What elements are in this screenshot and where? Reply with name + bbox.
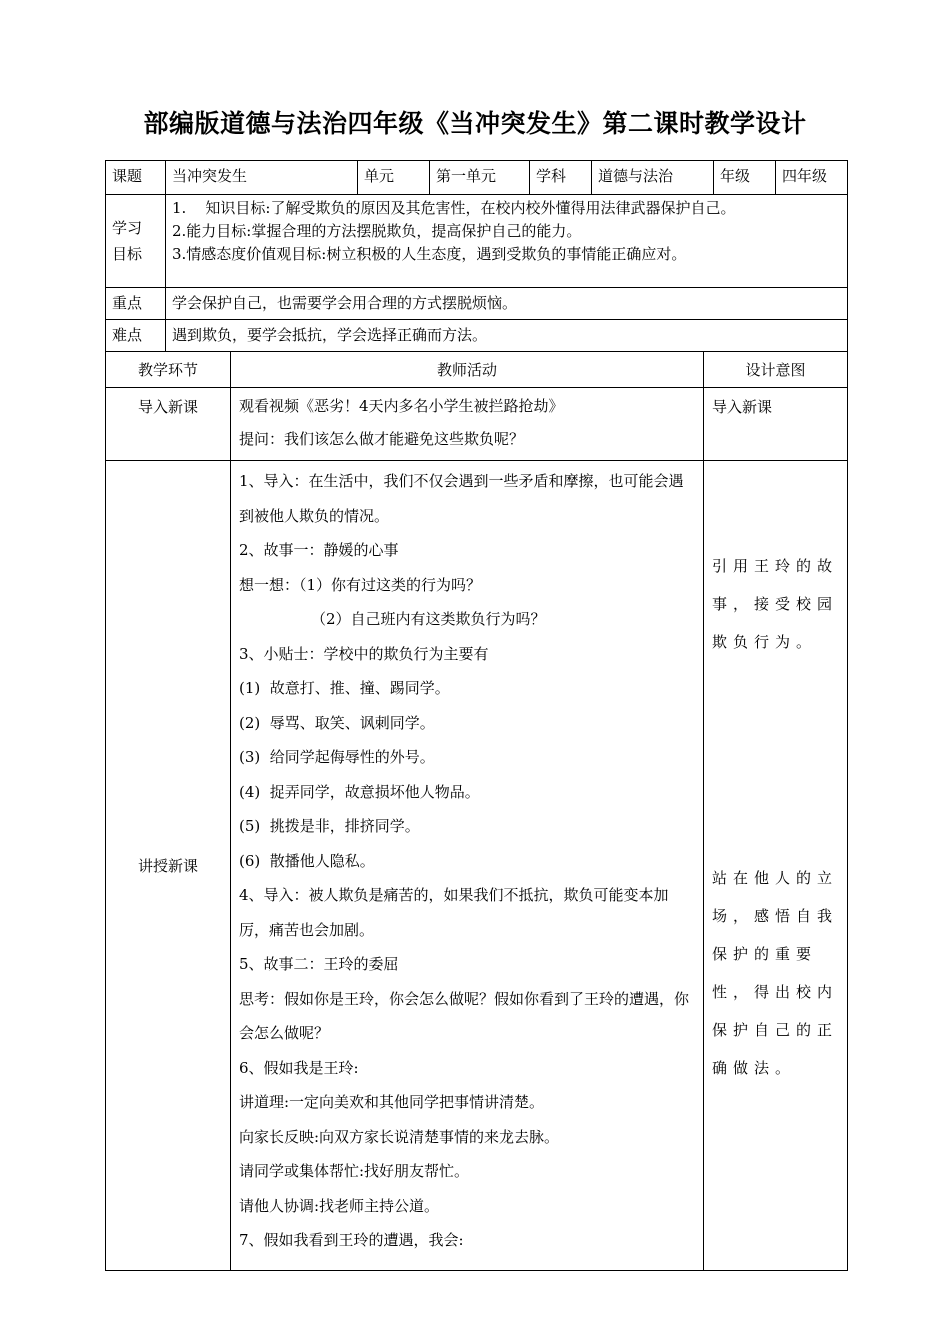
- teach-stage: 讲授新课: [106, 461, 231, 1271]
- activity-line: 想一想：（1）你有过这类的行为吗？: [239, 575, 482, 594]
- plan-table: [105, 351, 848, 1271]
- activity-line: 7、假如我看到王玲的遭遇，我会:: [239, 1231, 464, 1249]
- grade-label: 年级: [714, 161, 776, 195]
- teach-intent: [704, 461, 848, 1271]
- difficult-label: 难点: [106, 320, 166, 352]
- activity-line: 向家长反映:向双方家长说清楚事情的来龙去脉。: [239, 1127, 560, 1146]
- intro-activity: [231, 388, 704, 461]
- goal-item: 1. 知识目标:了解受欺负的原因及其危害性，在校内校外懂得用法律武器保护自己。: [172, 199, 736, 217]
- unit-value: 第一单元: [430, 161, 530, 195]
- activity-line: (2) 辱骂、取笑、讽刺同学。: [239, 713, 435, 732]
- activity-line: 讲道理:一定向美欢和其他同学把事情讲清楚。: [239, 1093, 545, 1111]
- info-row-key: [106, 288, 848, 320]
- intent-note-2: 站在他人的立场，感悟自我保护的重要性，得出校内保护自己的正确做法。: [712, 869, 839, 1077]
- goals-value: [166, 195, 848, 288]
- activity-line: 3、小贴士：学校中的欺负行为主要有: [239, 644, 489, 663]
- goal-item: 2.能力目标:掌握合理的方法摆脱欺负，提高保护自己的能力。: [172, 222, 582, 240]
- activity-line: 观看视频《恶劣！4天内多名小学生被拦路抢劫》: [239, 397, 564, 415]
- activity-line: 6、假如我是王玲:: [239, 1058, 359, 1077]
- goals-label-line-2: 目标: [112, 245, 143, 263]
- activity-line: (4) 捉弄同学，故意损坏他人物品。: [239, 782, 480, 801]
- info-row-goals: [106, 195, 848, 288]
- intro-stage: 导入新课: [106, 388, 231, 461]
- info-row-basic: [106, 161, 848, 195]
- activity-line: 提问：我们该怎么做才能避免这些欺负呢？: [239, 430, 525, 448]
- activity-line: 5、故事二：王玲的委屈: [239, 955, 399, 973]
- activity-line: (3) 给同学起侮辱性的外号。: [239, 748, 435, 766]
- activity-line: 2、故事一：静媛的心事: [239, 541, 399, 559]
- activity-line: (1) 故意打、推、撞、踢同学。: [239, 679, 450, 697]
- key-label: 重点: [106, 288, 166, 320]
- key-value: 学会保护自己，也需要学会用合理的方式摆脱烦恼。: [166, 288, 848, 320]
- activity-line: （2）自己班内有这类欺负行为吗？: [311, 610, 546, 628]
- unit-label: 单元: [358, 161, 430, 195]
- activity-line: 请他人协调:找老师主持公道。: [239, 1196, 440, 1215]
- goals-label: [106, 195, 166, 288]
- difficult-value: 遇到欺负，要学会抵抗，学会选择正确而方法。: [166, 320, 848, 352]
- teach-activity: [231, 461, 704, 1271]
- topic-label: 课题: [106, 161, 166, 195]
- topic-value: 当冲突发生: [166, 161, 358, 195]
- subject-label: 学科: [530, 161, 592, 195]
- activity-line: (6) 散播他人隐私。: [239, 851, 375, 870]
- activity-line: 思考：假如你是王玲，你会怎么做呢？假如你看到了王玲的遭遇，你会怎么做呢？: [239, 989, 690, 1042]
- activity-line: 请同学或集体帮忙:找好朋友帮忙。: [239, 1162, 470, 1180]
- activity-line: (5) 挑拨是非，排挤同学。: [239, 817, 420, 835]
- plan-header-row: [106, 352, 848, 388]
- goals-label-line-1: 学习: [112, 219, 143, 237]
- header-intent: 设计意图: [704, 352, 848, 388]
- goal-item: 3.情感态度价值观目标:树立积极的人生态度，遇到受欺负的事情能正确应对。: [172, 245, 687, 263]
- plan-row-teach: [106, 461, 848, 1271]
- page-title: 部编版道德与法治四年级《当冲突发生》第二课时教学设计: [143, 109, 807, 138]
- activity-line: 4、导入：被人欺负是痛苦的，如果我们不抵抗，欺负可能变本加厉，痛苦也会加剧。: [239, 886, 669, 939]
- subject-value: 道德与法治: [592, 161, 714, 195]
- intent-note-1: 引用王玲的故事，接受校园欺负行为。: [712, 557, 839, 651]
- intro-intent: 导入新课: [704, 388, 848, 461]
- header-activity: 教师活动: [231, 352, 704, 388]
- plan-row-intro: [106, 388, 848, 461]
- info-row-difficult: [106, 320, 848, 352]
- grade-value: 四年级: [776, 161, 848, 195]
- header-stage: 教学环节: [106, 352, 231, 388]
- activity-line: 1、导入：在生活中，我们不仅会遇到一些矛盾和摩擦，也可能会遇到被他人欺负的情况。: [239, 472, 684, 525]
- info-table: [105, 160, 848, 352]
